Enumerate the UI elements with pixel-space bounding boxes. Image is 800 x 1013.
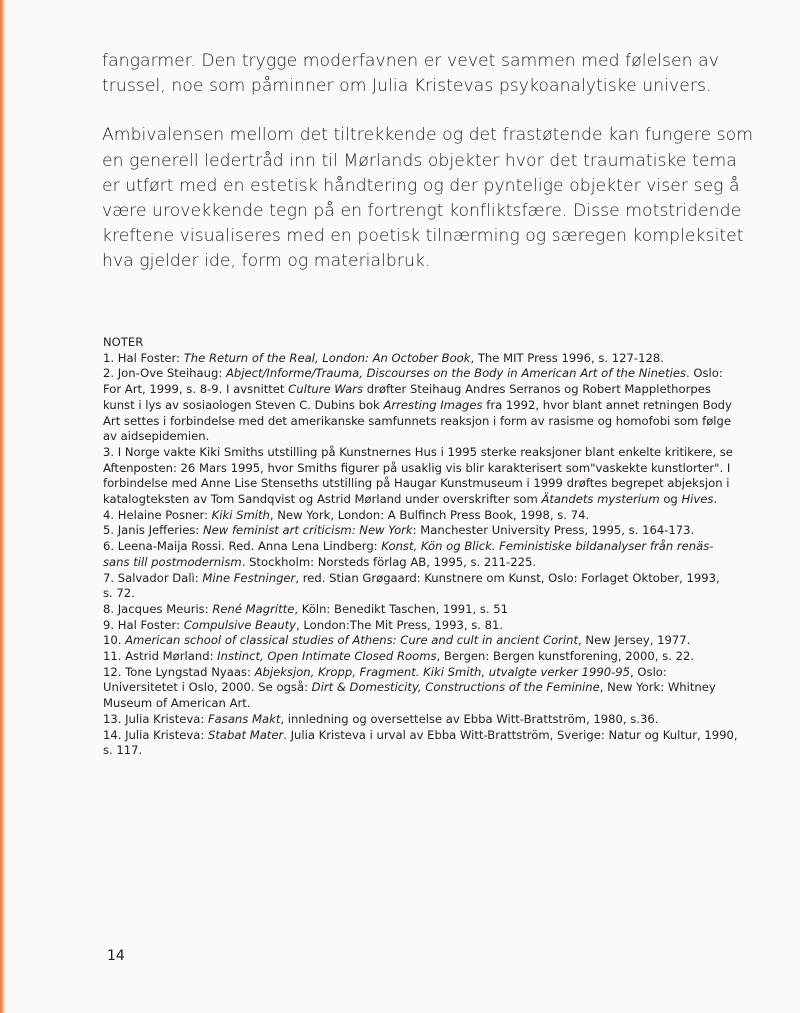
note-text: drøfter Steihaug Andres Serranos og Robert Mapplethorpes — [363, 382, 711, 397]
note-line — [103, 444, 733, 461]
note-text: 13. Julia Kristeva: — [103, 711, 208, 726]
note-item — [103, 444, 733, 508]
note-line — [103, 476, 730, 492]
note-line — [103, 571, 723, 587]
note-line — [103, 351, 723, 367]
note-line — [103, 397, 732, 414]
note-line — [103, 413, 732, 430]
note-line — [103, 712, 723, 728]
note-text: Universitetet i Oslo, 2000. Se også: — [103, 680, 312, 695]
note-item — [103, 665, 723, 712]
note-title-italic: Konst, Kön og Blick. Feministiske bildanalyser från renäs- — [381, 539, 714, 554]
notes-heading: NOTER — [103, 335, 144, 349]
note-title-italic: New feminist art criticism: New York — [203, 523, 413, 538]
note-line — [103, 429, 723, 445]
note-text: , Bergen: Bergen kunstforening, 2000, s. 22. — [436, 649, 695, 664]
note-title-italic: The Return of the Real, London: An October Book — [183, 350, 471, 365]
note-text: , Köln: Benedikt Taschen, 1991, s. 51 — [294, 601, 509, 616]
note-item — [103, 649, 723, 665]
note-item — [103, 633, 723, 649]
note-text: , London:The Mit Press, 1993, s. 81. — [296, 617, 504, 632]
note-item — [103, 523, 723, 539]
note-item — [103, 618, 723, 634]
note-line — [103, 665, 723, 681]
note-text: 12. Tone Lyngstad Nyaas: — [103, 664, 255, 679]
note-text: forbindelse med Anne Lise Stenseths utstilling på Haugar Kunstmuseum i 1999 drøftes begrepet abjeksjon i — [103, 476, 730, 491]
note-line — [103, 492, 723, 508]
page-number: 14 — [107, 948, 125, 964]
paragraph-line: være urovekkende tegn på en fortrengt konfliktsfære. Disse motstridende — [102, 201, 742, 222]
note-text: katalogteksten av Tom Sandqvist og Astrid Mørland under overskrifter som — [103, 492, 542, 507]
note-item — [103, 508, 723, 524]
note-item — [103, 539, 723, 570]
note-text: , New York: Whitney — [599, 680, 716, 695]
note-item — [103, 366, 732, 445]
note-text: s. 72. — [103, 586, 135, 601]
note-title-italic: Mine Festninger — [202, 570, 296, 585]
note-text: Art settes i forbindelse med det amerikanske samfunnets reaksjon i form av rasisme og homofobi som følge — [103, 413, 732, 428]
note-text: . Oslo: — [686, 366, 723, 381]
note-title-italic: American school of classical studies of Athens: Cure and cult in ancient Corint — [125, 633, 579, 648]
note-text: og — [659, 492, 682, 507]
note-title-italic: Hives — [681, 492, 714, 507]
paragraph-line: er utført med en estetisk håndtering og der pyntelige objekter viser seg å — [102, 175, 740, 196]
note-line — [103, 539, 723, 555]
note-text: Aftenposten: 26 Mars 1995, hvor Smiths figurer på usaklig vis blir karakterisert som"vaskekte kunstlorter". I — [103, 460, 731, 475]
note-line — [103, 602, 723, 618]
note-title-italic: Ätandets mysterium — [541, 492, 660, 507]
note-text: fra 1992, hvor blant annet retningen Body — [482, 397, 732, 412]
notes-section — [103, 335, 738, 759]
note-title-italic: Dirt & Domesticity, Constructions of the Feminine — [311, 680, 600, 695]
note-title-italic: Fasans Makt — [208, 711, 281, 726]
note-title-italic: Stabat Mater — [208, 727, 284, 742]
paragraph-line: Ambivalensen mellom det tiltrekkende og det frastøtende kan fungere som — [102, 125, 754, 146]
note-title-italic: Arresting Images — [383, 397, 483, 412]
paragraph-line: kreftene visualiseres med en poetisk tilnærming og særegen kompleksitet — [102, 226, 744, 247]
note-title-italic: Abject/Informe/Trauma, Discourses on the Body in American Art of the Nineties — [225, 366, 687, 381]
paragraph-line: en generell ledertråd inn til Mørlands objekter hvor det traumatiske tema — [102, 150, 737, 171]
note-text: 6. Leena-Maija Rossi. Red. Anna Lena Lindberg: — [103, 539, 382, 554]
note-line — [103, 508, 723, 524]
note-item — [103, 571, 723, 602]
note-text: 1. Hal Foster: — [103, 350, 184, 365]
note-item — [103, 712, 723, 728]
note-text: 14. Julia Kristeva: — [103, 727, 208, 742]
note-text: 9. Hal Foster: — [103, 617, 184, 632]
note-title-italic: Kiki Smith — [211, 507, 270, 522]
note-text: 5. Janis Jefferies: — [103, 523, 203, 538]
note-text: 10. — [103, 633, 126, 648]
page-edge-stripe — [0, 0, 5, 1013]
note-text: , New York, London: A Bulfinch Press Book, 1998, s. 74. — [269, 507, 590, 522]
note-text: Museum of American Art. — [103, 696, 251, 711]
note-line — [103, 366, 723, 382]
note-line — [103, 555, 723, 571]
note-text: . — [713, 492, 718, 507]
note-title-italic: Compulsive Beauty — [183, 617, 297, 632]
note-text: av aidsepidemien. — [103, 429, 210, 444]
note-text: , New Jersey, 1977. — [578, 633, 691, 648]
note-text: 8. Jacques Meuris: — [103, 601, 213, 616]
paragraph-line: hva gjelder ide, form og materialbruk. — [102, 251, 431, 272]
note-item — [103, 602, 723, 618]
note-line — [103, 649, 723, 665]
body-text — [102, 49, 754, 275]
body-paragraph — [102, 123, 754, 274]
note-text: , red. Stian Grøgaard: Kunstnere om Kunst, Oslo: Forlaget Oktober, 1993, — [295, 570, 720, 585]
paragraph-line: fangarmer. Den trygge moderfavnen er vevet sammen med følelsen av — [102, 51, 719, 71]
note-item — [103, 727, 738, 759]
note-title-italic: sans till postmodernism — [103, 554, 242, 569]
note-line — [103, 743, 723, 759]
note-line — [103, 633, 723, 649]
notes-list — [103, 350, 738, 759]
note-text: : Manchester University Press, 1995, s. 164-173. — [412, 523, 695, 538]
note-text: 7. Salvador Dalì: — [103, 570, 203, 585]
paragraph-line: trussel, noe som påminner om Julia Kristevas psykoanalytiske univers. — [102, 76, 712, 97]
note-text: For Art, 1999, s. 8-9. I avsnittet — [103, 382, 289, 397]
note-text: . Stockholm: Norsteds förlag AB, 1995, s. 211-225. — [241, 554, 537, 569]
note-text: 11. Astrid Mørland: — [103, 649, 218, 664]
note-line — [103, 382, 723, 398]
note-text: . Julia Kristeva i urval av Ebba Witt-Brattström, Sverige: Natur og Kultur, 1990, — [283, 727, 738, 742]
note-text: , innledning og oversettelse av Ebba Witt-Brattström, 1980, s.36. — [280, 711, 659, 726]
note-text: 3. I Norge vakte Kiki Smiths utstilling på Kunstnernes Hus i 1995 sterke reaksjoner blant enkelte kritikere, se — [103, 444, 733, 459]
note-line — [103, 727, 738, 744]
note-line — [103, 460, 731, 477]
note-text: , The MIT Press 1996, s. 127-128. — [470, 350, 664, 365]
note-text: 2. Jon-Ove Steihaug: — [103, 366, 226, 381]
note-line — [103, 523, 723, 539]
note-title-italic: Instinct, Open Intimate Closed Rooms — [217, 649, 437, 664]
note-line — [103, 618, 723, 634]
note-text: s. 117. — [103, 743, 143, 758]
note-text: , Oslo: — [630, 664, 667, 679]
note-line — [103, 586, 723, 602]
note-text: kunst i lys av sosiaologen Steven C. Dubins bok — [103, 397, 384, 412]
note-title-italic: Abjeksjon, Kropp, Fragment. Kiki Smith, utvalgte verker 1990-95 — [254, 664, 631, 679]
note-line — [103, 680, 723, 696]
note-text: 4. Helaine Posner: — [103, 507, 212, 522]
note-title-italic: Culture Wars — [288, 382, 364, 397]
body-paragraph — [102, 49, 722, 99]
note-line — [103, 696, 723, 712]
note-title-italic: René Magritte — [212, 601, 295, 616]
note-item — [103, 351, 723, 367]
